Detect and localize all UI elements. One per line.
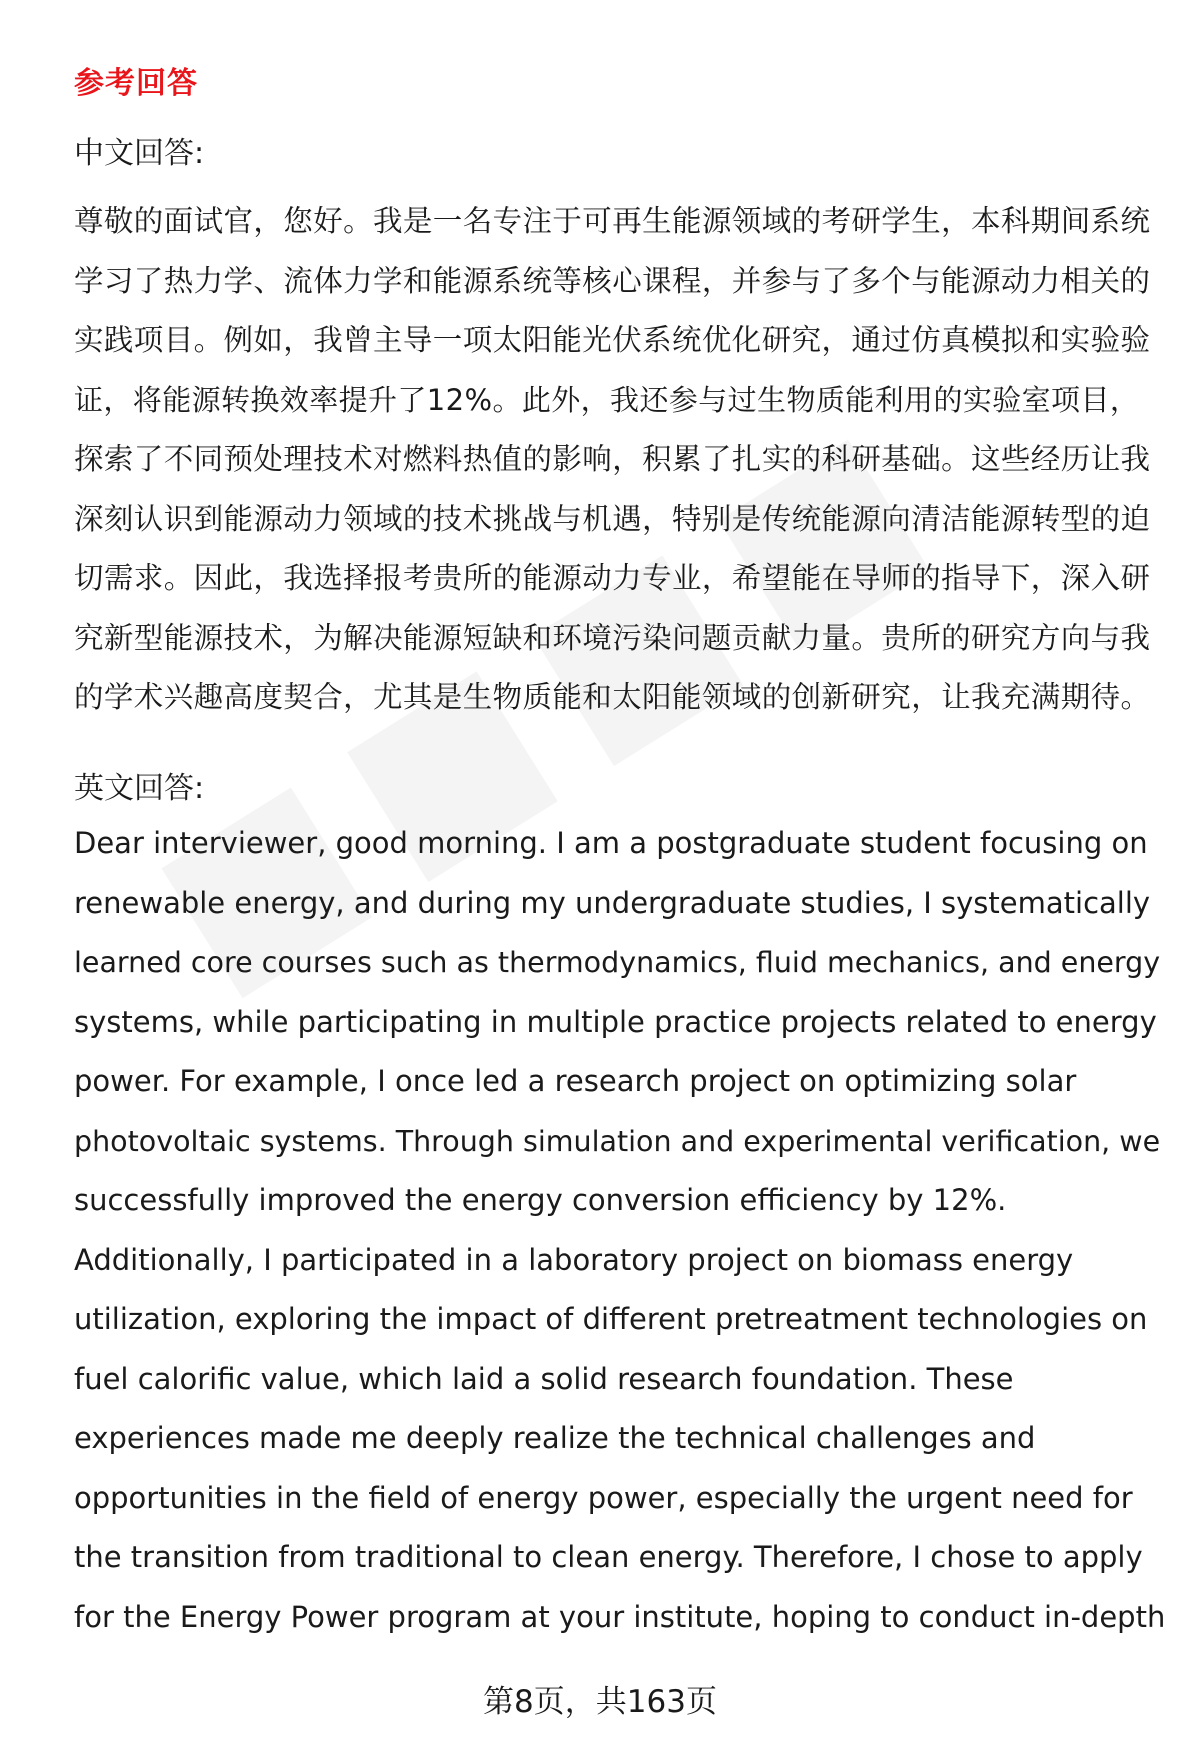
english-answer-line: for the Energy Power program at your institute, hoping to conduct in-depth [74, 1599, 1166, 1634]
english-answer-line: power. For example, I once led a research project on optimizing solar [74, 1064, 1077, 1098]
english-answer-line: successfully improved the energy conversion efficiency by 12%. [74, 1183, 1007, 1217]
english-answer-line: learned core courses such as thermodynamics, fluid mechanics, and energy [74, 946, 1161, 979]
english-answer-paragraph [74, 814, 1166, 1647]
chinese-answer-label: 中文回答: [74, 136, 205, 171]
english-answer-line: Dear interviewer, good morning. I am a postgraduate student focusing on [74, 826, 1148, 860]
english-answer-label: 英文回答: [74, 771, 205, 806]
chinese-answer-line: 学习了热力学、流体力学和能源系统等核心课程，并参与了多个与能源动力相关的 [74, 263, 1151, 298]
english-answer-line: the transition from traditional to clean energy. Therefore, I chose to apply [74, 1540, 1143, 1574]
page-number-footer: 第8页，共163页 [483, 1684, 717, 1720]
english-answer-line: utilization, exploring the impact of different pretreatment technologies on [74, 1302, 1148, 1336]
english-answer-line: experiences made me deeply realize the technical challenges and [74, 1421, 1036, 1455]
chinese-answer-line: 证，将能源转换效率提升了12%。此外，我还参与过生物质能利用的实验室项目， [74, 382, 1140, 417]
page-heading: 参考回答 [74, 66, 198, 101]
chinese-answer-line: 尊敬的面试官，您好。我是一名专注于可再生能源领域的考研学生，本科期间系统 [74, 204, 1151, 238]
english-answer-line: Additionally, I participated in a laboratory project on biomass energy [74, 1242, 1074, 1277]
chinese-answer-paragraph [74, 192, 1154, 728]
chinese-answer-line: 究新型能源技术，为解决能源短缺和环境污染问题贡献力量。贵所的研究方向与我 [74, 620, 1151, 655]
english-answer-line: fuel calorific value, which laid a solid research foundation. These [74, 1361, 1014, 1396]
chinese-answer-line: 深刻认识到能源动力领域的技术挑战与机遇，特别是传统能源向清洁能源转型的迫 [74, 501, 1151, 536]
chinese-answer-line: 探索了不同预处理技术对燃料热值的影响，积累了扎实的科研基础。这些经历让我 [74, 442, 1151, 476]
chinese-answer-line: 实践项目。例如，我曾主导一项太阳能光伏系统优化研究，通过仿真模拟和实验验 [74, 323, 1151, 357]
chinese-answer-line: 切需求。因此，我选择报考贵所的能源动力专业，希望能在导师的指导下，深入研 [74, 561, 1151, 595]
english-answer-line: opportunities in the field of energy power, especially the urgent need for [74, 1480, 1133, 1515]
chinese-answer-line: 的学术兴趣高度契合，尤其是生物质能和太阳能领域的创新研究，让我充满期待。 [74, 680, 1151, 714]
english-answer-line: renewable energy, and during my undergraduate studies, I systematically [74, 885, 1151, 920]
english-answer-line: systems, while participating in multiple practice projects related to energy [74, 1004, 1157, 1039]
english-answer-line: photovoltaic systems. Through simulation and experimental verification, we [74, 1124, 1161, 1158]
